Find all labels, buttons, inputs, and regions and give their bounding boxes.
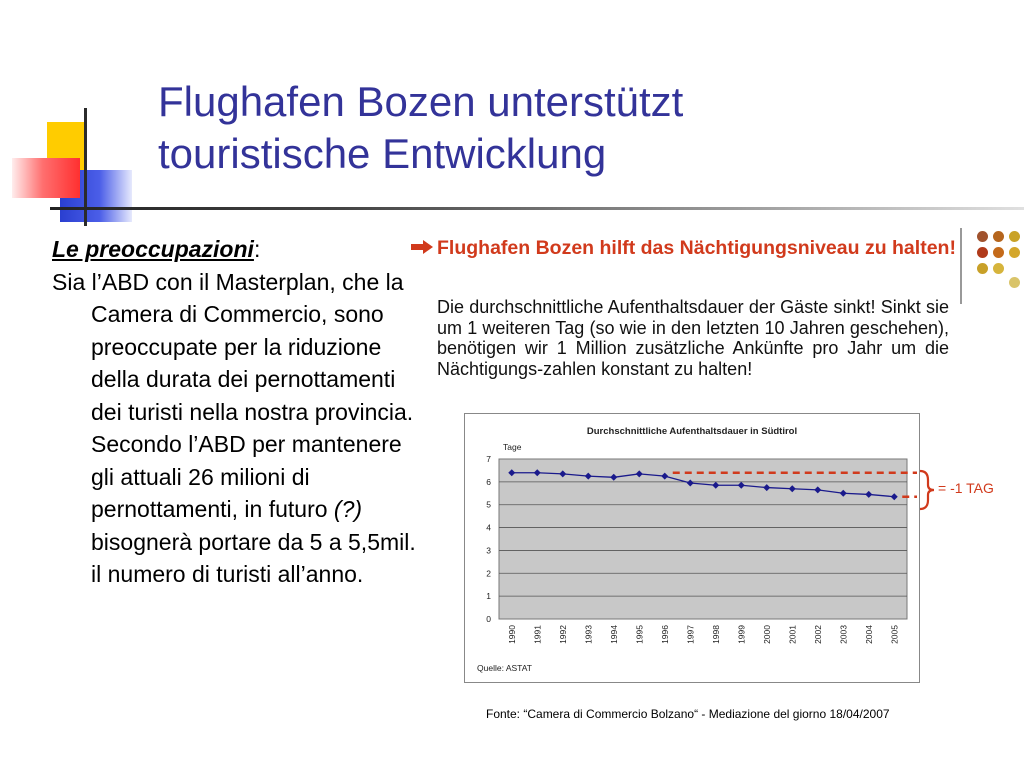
concerns-text-a: Sia l’ABD con il Masterplan, che la Camera di Commercio, sono preoccupate per la riduzione della durata dei pernottamenti dei turisti nella nostra provincia. Secondo l’ABD per mantenere gli attuali 26 milioni di pernottamenti, in futuro [52,268,414,522]
left-text-column [52,233,424,591]
x-tick-label: 1997 [685,625,696,644]
slide-title-line2: touristische Entwicklung [158,130,607,177]
chart-source-label: Quelle: ASTAT [477,663,532,673]
slide-title [158,76,858,180]
x-tick-label: 1990 [506,625,517,644]
note-body: Die durchschnittliche Aufenthaltsdauer der Gäste sinkt! Sinkt sie um 1 weiteren Tag (so wie in den letzten 10 Jahren geschehen), benötigen wir 1 Million zusätzliche Ankünfte pro Jahr um die Nächtigungs-zahlen konstant zu halten! [437,297,949,379]
y-tick-label: 5 [486,499,491,510]
y-axis-label: Tage [503,442,522,452]
y-tick-label: 6 [486,476,491,487]
y-tick-label: 4 [486,522,491,533]
x-tick-label: 2004 [863,625,874,644]
concerns-text-italic: (?) [333,496,363,522]
right-divider-line [960,228,962,304]
dot [1009,231,1020,242]
y-tick-label: 2 [486,568,491,579]
slide-title-line1: Flughafen Bozen unterstützt [158,78,684,125]
y-tick-label: 3 [486,545,491,556]
x-tick-label: 1991 [532,625,543,644]
arrow-right-icon [411,240,433,254]
dot [977,247,988,258]
chart-svg [465,414,919,682]
source-caption: Fonte: “Camera di Commercio Bolzano“ - Mediazione del giorno 18/04/2007 [486,707,890,721]
dot [993,247,1004,258]
concerns-heading: Le preoccupazioni [52,236,254,262]
title-underline [50,207,1024,210]
y-tick-label: 0 [486,614,491,624]
y-tick-label: 7 [486,454,491,464]
chart-title: Durchschnittliche Aufenthaltsdauer in Südtirol [586,426,798,437]
x-tick-label: 1999 [736,625,747,644]
minus-one-day-label: = -1 TAG [938,480,994,496]
dot [1009,247,1020,258]
x-tick-label: 2001 [787,625,798,644]
y-tick-label: 1 [486,591,491,602]
x-tick-label: 1995 [634,625,645,644]
x-tick-label: 2002 [812,625,823,644]
dots-decoration [974,228,1024,288]
dot [977,263,988,274]
dot [993,231,1004,242]
x-tick-label: 2005 [889,625,900,644]
concerns-heading-colon: : [253,236,261,262]
dot [977,231,988,242]
x-tick-label: 1996 [659,625,670,644]
x-tick-label: 1998 [710,625,721,644]
dot [993,263,1004,274]
concerns-text-b: bisognerà portare da 5 a 5,5mil. il numero di turisti all’anno. [91,528,416,587]
x-tick-label: 1993 [583,625,594,644]
bracket-icon [918,468,938,512]
plot-area [499,459,907,619]
dot [1009,277,1020,288]
x-tick-label: 2003 [838,625,849,644]
note-heading: Flughafen Bozen hilft das Nächtigungsniveau zu halten! [437,237,956,259]
x-tick-label: 1992 [557,625,568,644]
concerns-paragraph [52,266,424,591]
x-tick-label: 2000 [761,625,772,644]
logo-red-square [12,158,80,198]
x-tick-label: 1994 [608,625,619,644]
chart-panel [464,413,920,683]
